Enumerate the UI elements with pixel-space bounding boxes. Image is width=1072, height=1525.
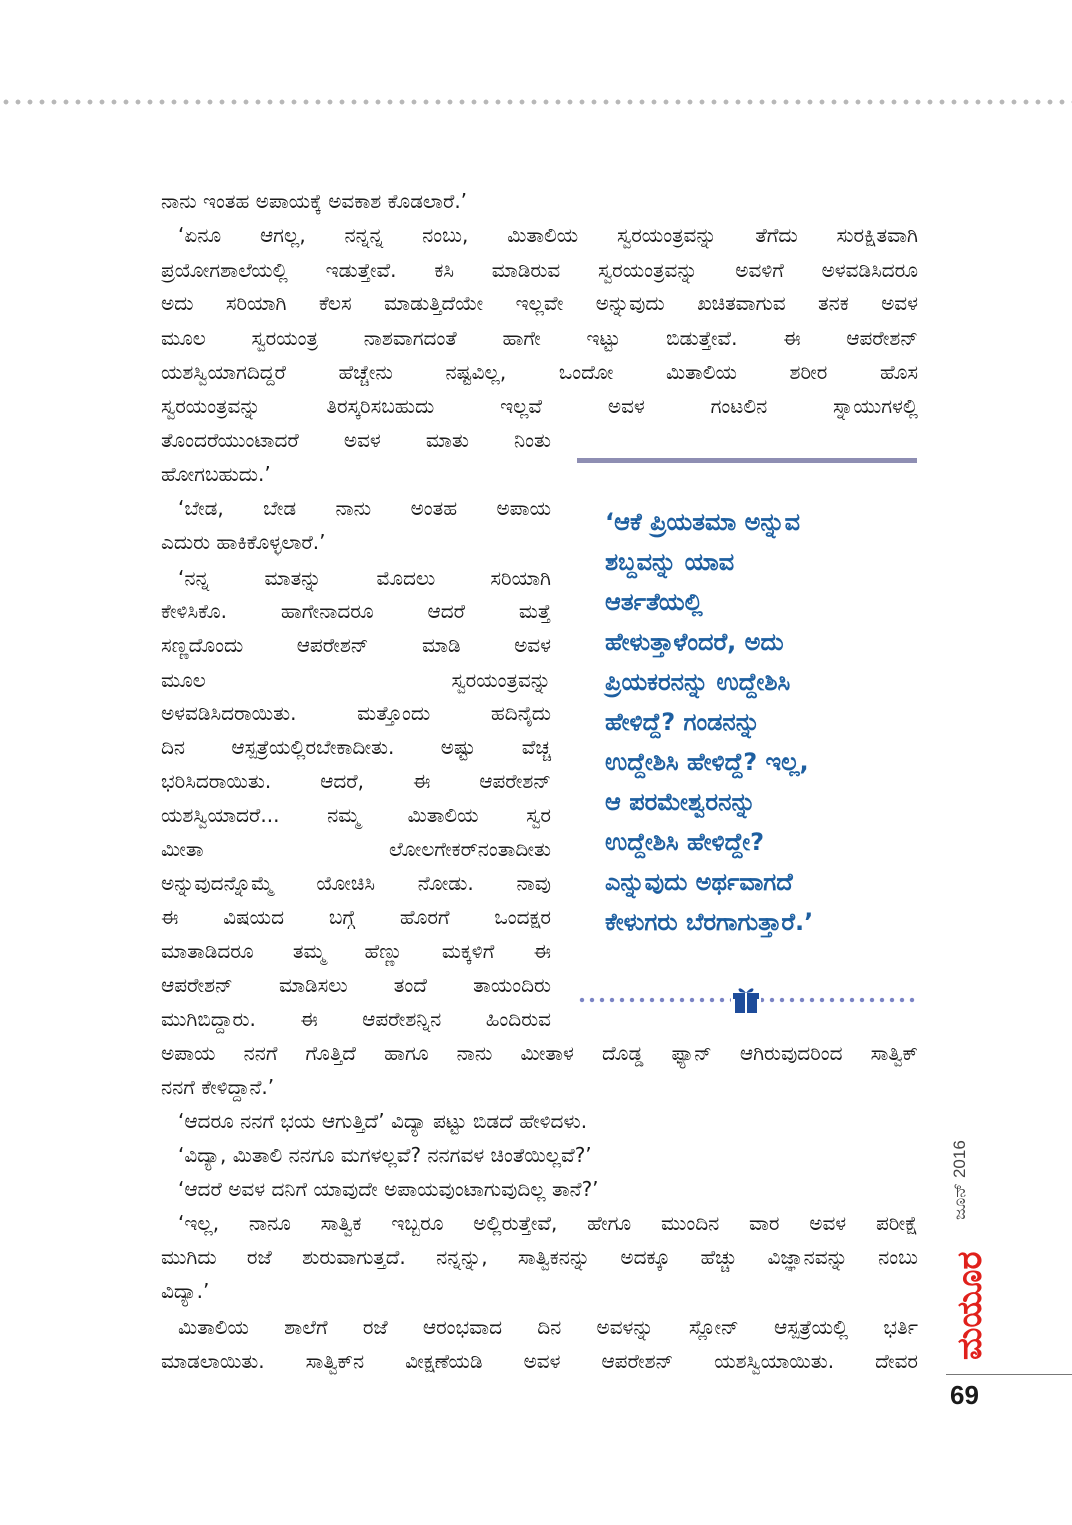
- pullquote-line: ಆರ್ತತೆಯಲ್ಲಿ: [605, 588, 703, 616]
- body-line: ನನಗೆ ಕೇಳಿದ್ದಾನೆ.’: [161, 1075, 275, 1099]
- magazine-brand: ಮಯೂರ: [950, 1251, 990, 1360]
- body-line: ‘ಏನೂ ಆಗಲ್ಲ, ನನ್ನನ್ನ ನಂಬು, ಮಿತಾಲಿಯ ಸ್ವರಯಂತ್ರವನ್ನು ತೆಗೆದು ಸುರಕ್ಷಿತವಾಗಿ: [178, 223, 918, 247]
- column-line: ಭರಿಸಿದರಾಯಿತು. ಆದರೆ, ಈ ಆಪರೇಶನ್: [161, 769, 551, 793]
- column-line: ಅನ್ನುವುದನ್ನೊಮ್ಮೆ ಯೋಚಿಸಿ ನೋಡು. ನಾವು: [161, 871, 551, 895]
- column-line: ಅಳವಡಿಸಿದರಾಯಿತು. ಮತ್ತೊಂದು ಹದಿನೈದು: [161, 701, 551, 725]
- issue-date: ಜೂನ್ 2016: [950, 1140, 969, 1220]
- pullquote-line: ಪ್ರಿಯಕರನನ್ನು ಉದ್ದೇಶಿಸಿ: [605, 668, 791, 696]
- pullquote-line: ಆ ಪರಮೇಶ್ವರನನ್ನು: [605, 788, 756, 816]
- column-line: ಆಪರೇಶನ್ ಮಾಡಿಸಲು ತಂದೆ ತಾಯಂದಿರು: [161, 973, 551, 997]
- pullquote-top-rule: [577, 458, 917, 463]
- body-line: ಅಪಾಯ ನನಗೆ ಗೊತ್ತಿದೆ ಹಾಗೂ ನಾನು ಮೀತಾಳ ದೊಡ್ಡ ಫ್ಯಾನ್ ಆಗಿರುವುದರಿಂದ ಸಾತ್ವಿಕ್: [161, 1041, 918, 1065]
- column-line: ತೊಂದರೆಯುಂಟಾದರೆ ಅವಳ ಮಾತು ನಿಂತು: [161, 428, 551, 452]
- pullquote-line: ‘ಆಕೆ ಪ್ರಿಯತಮಾ ಅನ್ನುವ: [605, 508, 801, 536]
- body-line: ಮುಗಿದು ರಜೆ ಶುರುವಾಗುತ್ತದೆ. ನನ್ನನ್ನು, ಸಾತ್ವಿಕನನ್ನು ಅದಕ್ಕೂ ಹೆಚ್ಚು ವಿಜ್ಞಾನವನ್ನು ನಂಬು: [161, 1245, 918, 1269]
- column-line: ಮುಗಿಬಿದ್ದಾರು. ಈ ಆಪರೇಶನ್ನಿನ ಹಿಂದಿರುವ: [161, 1007, 551, 1031]
- column-line: ‘ನನ್ನ ಮಾತನ್ನು ಮೊದಲು ಸರಿಯಾಗಿ: [178, 566, 551, 590]
- column-line: ಈ ವಿಷಯದ ಬಗ್ಗೆ ಹೊರಗೆ ಒಂದಕ್ಷರ: [161, 905, 551, 929]
- body-line: ವಿದ್ಯಾ.’: [161, 1279, 210, 1303]
- body-line: ಯಶಸ್ವಿಯಾಗದಿದ್ದರೆ ಹೆಚ್ಚೇನು ನಷ್ಟವಿಲ್ಲ, ಒಂದೋ ಮಿತಾಲಿಯ ಶರೀರ ಹೊಸ: [161, 360, 918, 384]
- column-line: ‘ಬೇಡ, ಬೇಡ ನಾನು ಅಂತಹ ಅಪಾಯ: [178, 496, 551, 520]
- pullquote-line: ಎನ್ನುವುದು ಅರ್ಥವಾಗದೆ: [605, 868, 793, 896]
- column-line: ದಿನ ಆಸ್ಪತ್ರೆಯಲ್ಲಿರಬೇಕಾದೀತು. ಅಷ್ಟು ವೆಚ್ಚ: [161, 735, 551, 759]
- body-line: ‘ಆದರೆ ಅವಳ ದನಿಗೆ ಯಾವುದೇ ಅಪಾಯವುಂಟಾಗುವುದಿಲ್ಲ ತಾನೆ?’: [178, 1177, 599, 1201]
- page-number: 69: [950, 1380, 979, 1410]
- pullquote-line: ಉದ್ದೇಶಿಸಿ ಹೇಳಿದ್ದೆ? ಇಲ್ಲ,: [605, 748, 809, 776]
- body-line: ‘ಇಲ್ಲ, ನಾನೂ ಸಾತ್ವಿಕ ಇಬ್ಬರೂ ಅಲ್ಲಿರುತ್ತೇವೆ, ಹೇಗೂ ಮುಂದಿನ ವಾರ ಅವಳ ಪರೀಕ್ಷೆ: [178, 1211, 918, 1235]
- gift-box-icon: [731, 984, 761, 1014]
- body-line: ‘ವಿದ್ಯಾ, ಮಿತಾಲಿ ನನಗೂ ಮಗಳಲ್ಲವೆ? ನನಗವಳ ಚಿಂತೆಯಿಲ್ಲವೆ?’: [178, 1143, 592, 1167]
- page-number-rule: [946, 1374, 1072, 1375]
- body-line: ‘ಆದರೂ ನನಗೆ ಭಯ ಆಗುತ್ತಿದೆ’ ವಿದ್ಯಾ ಪಟ್ಟು ಬಿಡದೆ ಹೇಳಿದಳು.: [178, 1109, 588, 1133]
- column-line: ಮೂಲ ಸ್ವರಯಂತ್ರವನ್ನು: [161, 668, 551, 692]
- body-line: ಮಾಡಲಾಯಿತು. ಸಾತ್ವಿಕ್‌ನ ವೀಕ್ಷಣೆಯಡಿ ಅವಳ ಆಪರೇಶನ್ ಯಶಸ್ವಿಯಾಯಿತು. ದೇವರ: [161, 1349, 918, 1373]
- body-line: ಅದು ಸರಿಯಾಗಿ ಕೆಲಸ ಮಾಡುತ್ತಿದೆಯೇ ಇಲ್ಲವೇ ಅನ್ನುವುದು ಖಚಿತವಾಗುವ ತನಕ ಅವಳ: [161, 291, 918, 315]
- column-line: ಮೀತಾ ಲೋಲಗೇಕರ್‌ನಂತಾದೀತು: [161, 837, 551, 861]
- column-line: ಸಣ್ಣದೊಂದು ಆಪರೇಶನ್ ಮಾಡಿ ಅವಳ: [161, 633, 551, 657]
- body-line: ಪ್ರಯೋಗಶಾಲೆಯಲ್ಲಿ ಇಡುತ್ತೇವೆ. ಕಸಿ ಮಾಡಿರುವ ಸ್ವರಯಂತ್ರವನ್ನು ಅವಳಿಗೆ ಅಳವಡಿಸಿದರೂ: [161, 258, 918, 282]
- body-line: ನಾನು ಇಂತಹ ಅಪಾಯಕ್ಕೆ ಅವಕಾಶ ಕೊಡಲಾರೆ.’: [161, 189, 468, 213]
- body-line: ಮೂಲ ಸ್ವರಯಂತ್ರ ನಾಶವಾಗದಂತೆ ಹಾಗೇ ಇಟ್ಟು ಬಿಡುತ್ತೇವೆ. ಈ ಆಪರೇಶನ್: [161, 326, 918, 350]
- pullquote-line: ಹೇಳಿದ್ದೆ? ಗಂಡನನ್ನು: [605, 708, 760, 736]
- column-line: ಕೇಳಿಸಿಕೊ. ಹಾಗೇನಾದರೂ ಆದರೆ ಮತ್ತೆ: [161, 599, 551, 623]
- pullquote-line: ಉದ್ದೇಶಿಸಿ ಹೇಳಿದ್ದೇ?: [605, 828, 765, 856]
- column-line: ಹೋಗಬಹುದು.’: [161, 462, 271, 486]
- top-dotted-divider: [0, 98, 1072, 106]
- pullquote-line: ಶಬ್ದವನ್ನು ಯಾವ: [605, 548, 735, 576]
- body-line: ಸ್ವರಯಂತ್ರವನ್ನು ತಿರಸ್ಕರಿಸಬಹುದು ಇಲ್ಲವೆ ಅವಳ ಗಂಟಲಿನ ಸ್ನಾಯುಗಳಲ್ಲಿ: [161, 394, 918, 418]
- pullquote-line: ಹೇಳುತ್ತಾಳೆಂದರೆ, ಅದು: [605, 628, 784, 656]
- column-line: ಯಶಸ್ವಿಯಾದರೆ... ನಮ್ಮ ಮಿತಾಲಿಯ ಸ್ವರ: [161, 803, 551, 827]
- column-line: ಎದುರು ಹಾಕಿಕೊಳ್ಳಲಾರೆ.’: [161, 530, 326, 554]
- column-line: ಮಾತಾಡಿದರೂ ತಮ್ಮ ಹೆಣ್ಣು ಮಕ್ಕಳಿಗೆ ಈ: [161, 939, 551, 963]
- body-line: ಮಿತಾಲಿಯ ಶಾಲೆಗೆ ರಜೆ ಆರಂಭವಾದ ದಿನ ಅವಳನ್ನು ಸ್ಲೋನ್ ಆಸ್ಪತ್ರೆಯಲ್ಲಿ ಭರ್ತಿ: [178, 1315, 918, 1339]
- pullquote-line: ಕೇಳುಗರು ಬೆರಗಾಗುತ್ತಾರೆ.’: [605, 908, 814, 936]
